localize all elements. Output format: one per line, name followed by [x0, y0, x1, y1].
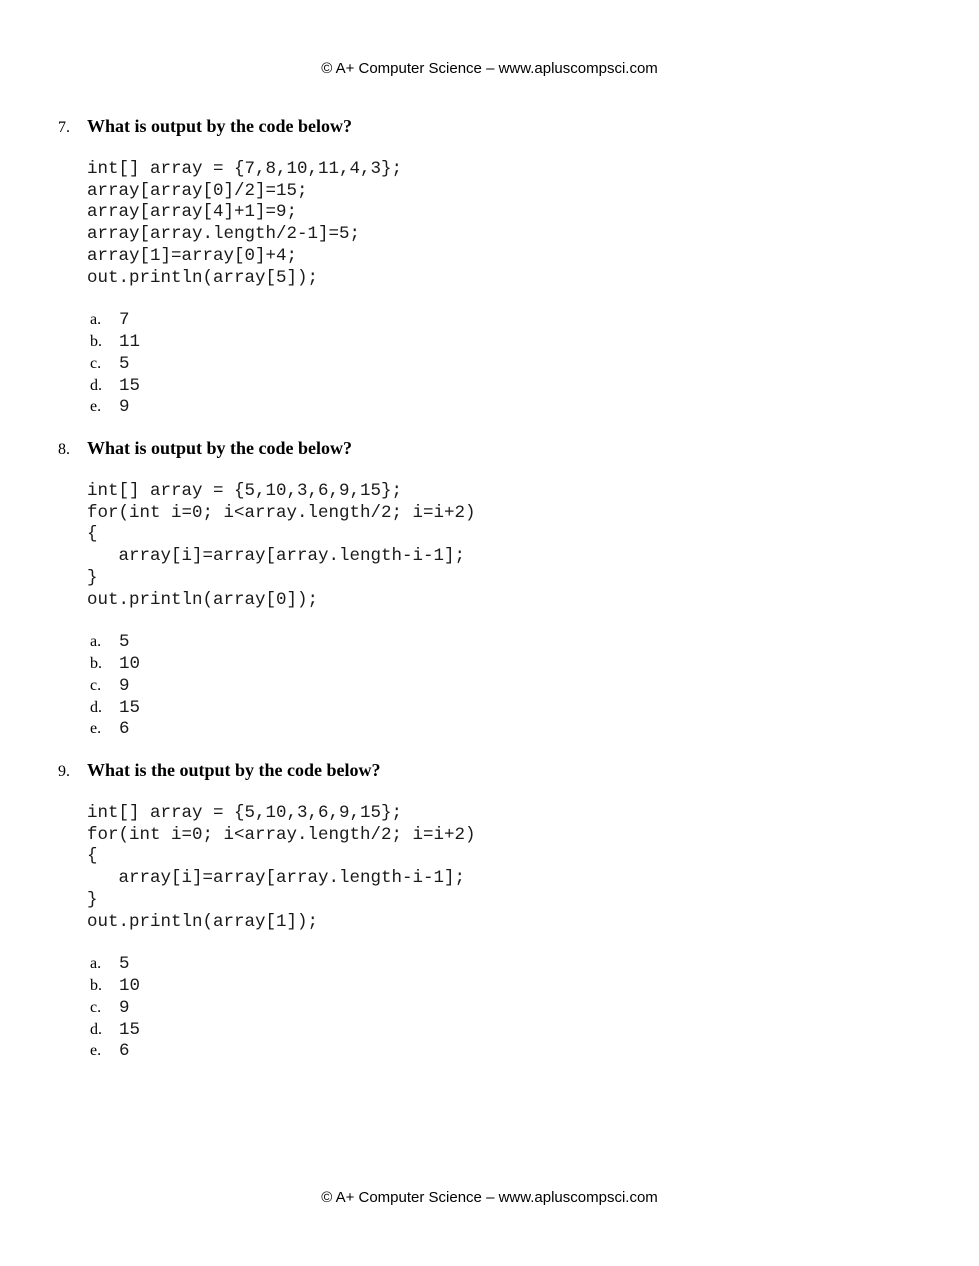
- choice-d: [90, 698, 938, 720]
- question-prompt: What is output by the code below?: [87, 116, 353, 136]
- choice-b: [90, 332, 938, 354]
- choice-value: 5: [119, 353, 130, 374]
- choice-letter: a.: [90, 955, 102, 973]
- choice-value: 15: [119, 375, 141, 396]
- choice-letter: a.: [90, 311, 102, 329]
- choice-letter: b.: [90, 655, 102, 673]
- choice-value: 9: [119, 997, 130, 1018]
- choice-value: 10: [119, 654, 141, 675]
- page-header: © A+ Computer Science – www.apluscompsci.com: [321, 60, 658, 77]
- choice-value: 11: [119, 332, 141, 353]
- choice-a: [90, 632, 938, 654]
- choice-d: [90, 1020, 938, 1042]
- code-block: int[] array = {7,8,10,11,4,3}; array[array[0]/2]=15; array[array[4]+1]=9; array[array.length/2-1]=5; array[1]=array[0]+4; out.println(array[5]);: [87, 159, 403, 288]
- question-heading: [58, 760, 938, 782]
- question-heading: [58, 116, 938, 138]
- choice-a: [90, 954, 938, 976]
- choice-c: [90, 354, 938, 376]
- choice-value: 10: [119, 976, 141, 997]
- answer-choices: [90, 310, 938, 419]
- choice-letter: d.: [90, 376, 102, 394]
- question-number: 9.: [58, 763, 70, 780]
- choice-e: [90, 719, 938, 741]
- choice-value: 6: [119, 1041, 130, 1062]
- code-block: int[] array = {5,10,3,6,9,15}; for(int i=0; i<array.length/2; i=i+2) { array[i]=array[array.length-i-1]; } out.println(array[1]);: [87, 803, 476, 932]
- question-prompt: What is output by the code below?: [87, 438, 353, 458]
- choice-letter: c.: [90, 998, 102, 1016]
- answer-choices: [90, 632, 938, 741]
- choice-value: 5: [119, 954, 130, 975]
- choice-letter: d.: [90, 698, 102, 716]
- choice-c: [90, 676, 938, 698]
- choice-d: [90, 376, 938, 398]
- question-7: [58, 116, 938, 419]
- choice-a: [90, 310, 938, 332]
- choice-letter: b.: [90, 333, 102, 351]
- question-number: 8.: [58, 441, 70, 458]
- choice-letter: c.: [90, 676, 102, 694]
- choice-letter: e.: [90, 398, 102, 416]
- page-footer: © A+ Computer Science – www.apluscompsci.com: [321, 1189, 658, 1206]
- answer-choices: [90, 954, 938, 1063]
- choice-letter: d.: [90, 1020, 102, 1038]
- code-block: int[] array = {5,10,3,6,9,15}; for(int i=0; i<array.length/2; i=i+2) { array[i]=array[array.length-i-1]; } out.println(array[0]);: [87, 481, 476, 610]
- choice-value: 15: [119, 697, 141, 718]
- choice-value: 6: [119, 719, 130, 740]
- question-8: [58, 438, 938, 741]
- choice-letter: e.: [90, 720, 102, 738]
- question-prompt: What is the output by the code below?: [87, 760, 381, 780]
- question-heading: [58, 438, 938, 460]
- choice-value: 9: [119, 397, 130, 418]
- choice-e: [90, 1041, 938, 1063]
- choice-value: 7: [119, 310, 130, 331]
- question-number: 7.: [58, 119, 70, 136]
- choice-b: [90, 976, 938, 998]
- choice-b: [90, 654, 938, 676]
- choice-letter: b.: [90, 977, 102, 995]
- choice-c: [90, 998, 938, 1020]
- choice-letter: c.: [90, 354, 102, 372]
- choice-value: 15: [119, 1019, 141, 1040]
- choice-letter: a.: [90, 633, 102, 651]
- question-9: [58, 760, 938, 1063]
- choice-letter: e.: [90, 1042, 102, 1060]
- choice-value: 5: [119, 632, 130, 653]
- choice-value: 9: [119, 675, 130, 696]
- choice-e: [90, 397, 938, 419]
